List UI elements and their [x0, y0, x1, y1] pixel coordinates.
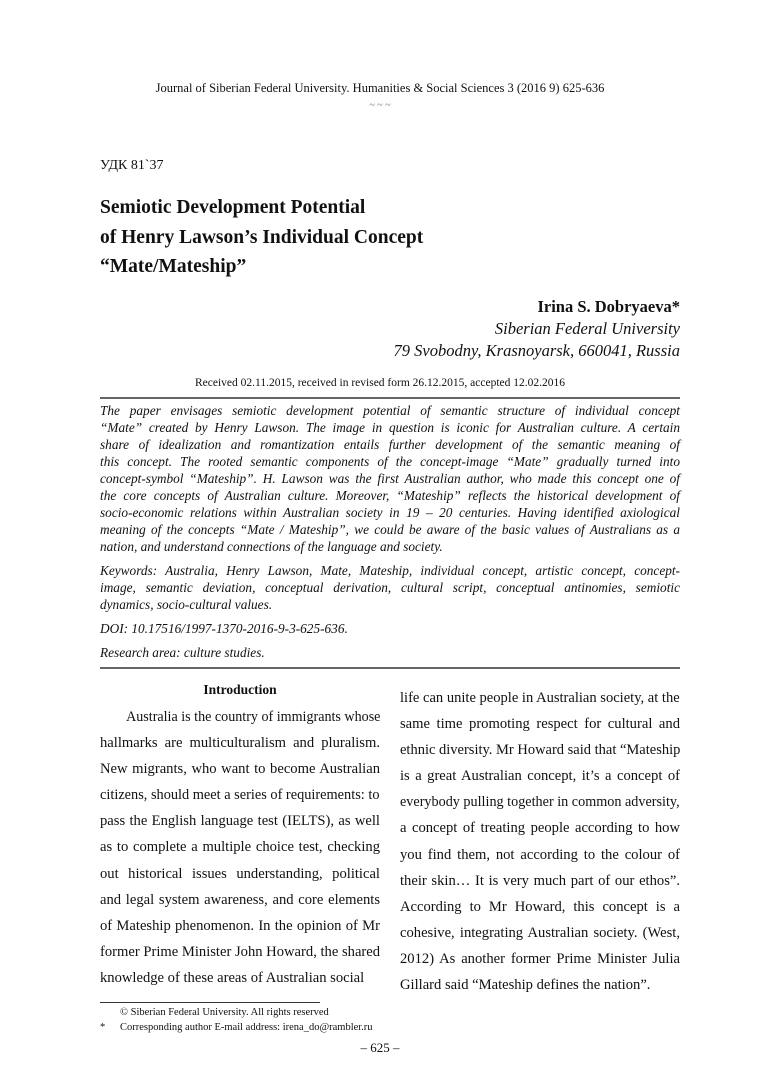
received-dates: Received 02.11.2015, received in revised form 26.12.2015, accepted 12.02.2016: [194, 377, 566, 389]
research-area: Research area: culture studies.: [100, 645, 265, 660]
text-line: The paper envisages semiotic development potential of semantic structure of individual concept: [100, 403, 680, 418]
text-line: “Mate” created by Henry Lawson. The image in question is iconic for Australian culture. A certain: [100, 420, 680, 435]
abstract-block: [100, 402, 680, 668]
text-line: this concept. The rooted semantic components of the concept-image “Mate” gradually turned into: [100, 454, 680, 469]
text-line: Gillard said “Mateship defines the nation”.: [400, 977, 651, 994]
author-affiliation: Siberian Federal University: [494, 319, 680, 338]
text-line: out historical issues understanding, political: [100, 865, 380, 882]
udk-code: УДК 81`37: [100, 158, 164, 173]
text-line: share of idealization and romantization entails further development of the semantic meaning of: [100, 437, 680, 452]
text-line: pass the English language test (IELTS), as well: [100, 813, 380, 830]
text-line: their skin… It is very much part of our ethos”.: [400, 872, 680, 889]
text-line: as to complete a multiple choice test, checking: [100, 839, 380, 856]
article-title: [100, 193, 423, 282]
section-heading: Introduction: [203, 682, 277, 697]
text-line: of Mateship phenomenon. In the opinion of Mr: [100, 917, 380, 934]
text-line: everybody pulling together in common adversity,: [400, 794, 680, 811]
body-text: [400, 685, 680, 998]
text-line: life can unite people in Australian society, at the: [400, 690, 680, 706]
title-line: “Mate/Mateship”: [100, 256, 247, 277]
right-column: [400, 685, 680, 998]
keywords: [100, 562, 680, 613]
corresponding-author-footnote: Corresponding author E-mail address: irena_do@rambler.ru: [120, 1022, 373, 1033]
text-line: socio-economic relations within Australian society in 19 – 20 centuries. Having identified axiological: [100, 505, 680, 520]
text-line: ethnic diversity. Mr Howard said that “Mateship: [400, 742, 681, 759]
title-line: of Henry Lawson’s Individual Concept: [100, 226, 424, 248]
text-line: meaning of the concepts “Mate / Mateship”, we could be aware of the basic values of Australians as a: [100, 522, 680, 537]
divider: [100, 397, 680, 399]
author-block: [394, 296, 680, 362]
doi: DOI: 10.17516/1997-1370-2016-9-3-625-636.: [100, 621, 348, 636]
text-line: knowledge of these areas of Australian social: [100, 969, 365, 986]
text-line: former Prime Minister John Howard, the shared: [100, 943, 381, 960]
text-line: hallmarks are multiculturalism and pluralism.: [100, 735, 380, 752]
title-line: Semiotic Development Potential: [100, 197, 366, 218]
copyright-footnote: © Siberian Federal University. All rights reserved: [120, 1007, 329, 1018]
abstract: [100, 402, 680, 555]
left-column: [100, 680, 380, 991]
author-name: Irina S. Dobryaeva*: [537, 297, 680, 316]
header-ornament: ~ ~ ~: [369, 100, 391, 111]
running-header: Journal of Siberian Federal University. Humanities & Social Sciences 3 (2016 9) 625-636: [155, 81, 605, 95]
text-line: Australia is the country of immigrants whose: [126, 709, 381, 725]
text-line: the core concepts of Australian culture. Moreover, “Mateship” reflects the historical development of: [100, 488, 680, 503]
text-line: According to Mr Howard, this concept is a: [400, 898, 680, 915]
text-line: is a great Australian concept, it’s a concept of: [400, 768, 680, 785]
text-line: concept-symbol “Mateship”. H. Lawson was the first Australian author, who made this concept one of: [100, 471, 680, 486]
text-line: dynamics, socio-cultural values.: [100, 597, 273, 612]
text-line: image, semantic deviation, conceptual derivation, cultural script, conceptual antinomies, semiotic: [100, 580, 680, 595]
footnote-marker: *: [100, 1022, 106, 1033]
body-text: [100, 704, 380, 991]
text-line: New migrants, who want to become Australian: [100, 761, 380, 778]
footnote-rule: [100, 1002, 320, 1003]
text-line: cohesive, integrating Australian society. (West,: [400, 924, 680, 941]
text-line: you find them, not according to the colour of: [400, 846, 680, 863]
text-line: and legal system awareness, and core elements: [100, 891, 380, 908]
text-line: citizens, should meet a series of requirements: to: [100, 787, 380, 804]
page-number: – 625 –: [360, 1040, 400, 1055]
text-line: nation, and understand connections of the language and society.: [100, 539, 443, 554]
text-line: same time promoting respect for cultural and: [400, 716, 680, 733]
text-line: a concept of treating people according to how: [400, 820, 680, 837]
divider: [100, 667, 680, 669]
author-address: 79 Svobodny, Krasnoyarsk, 660041, Russia: [393, 341, 680, 360]
text-line: 2012) As another former Prime Minister Julia: [400, 950, 680, 967]
text-line: Keywords: Australia, Henry Lawson, Mate, Mateship, individual concept, artistic concept, concept-: [100, 563, 680, 578]
